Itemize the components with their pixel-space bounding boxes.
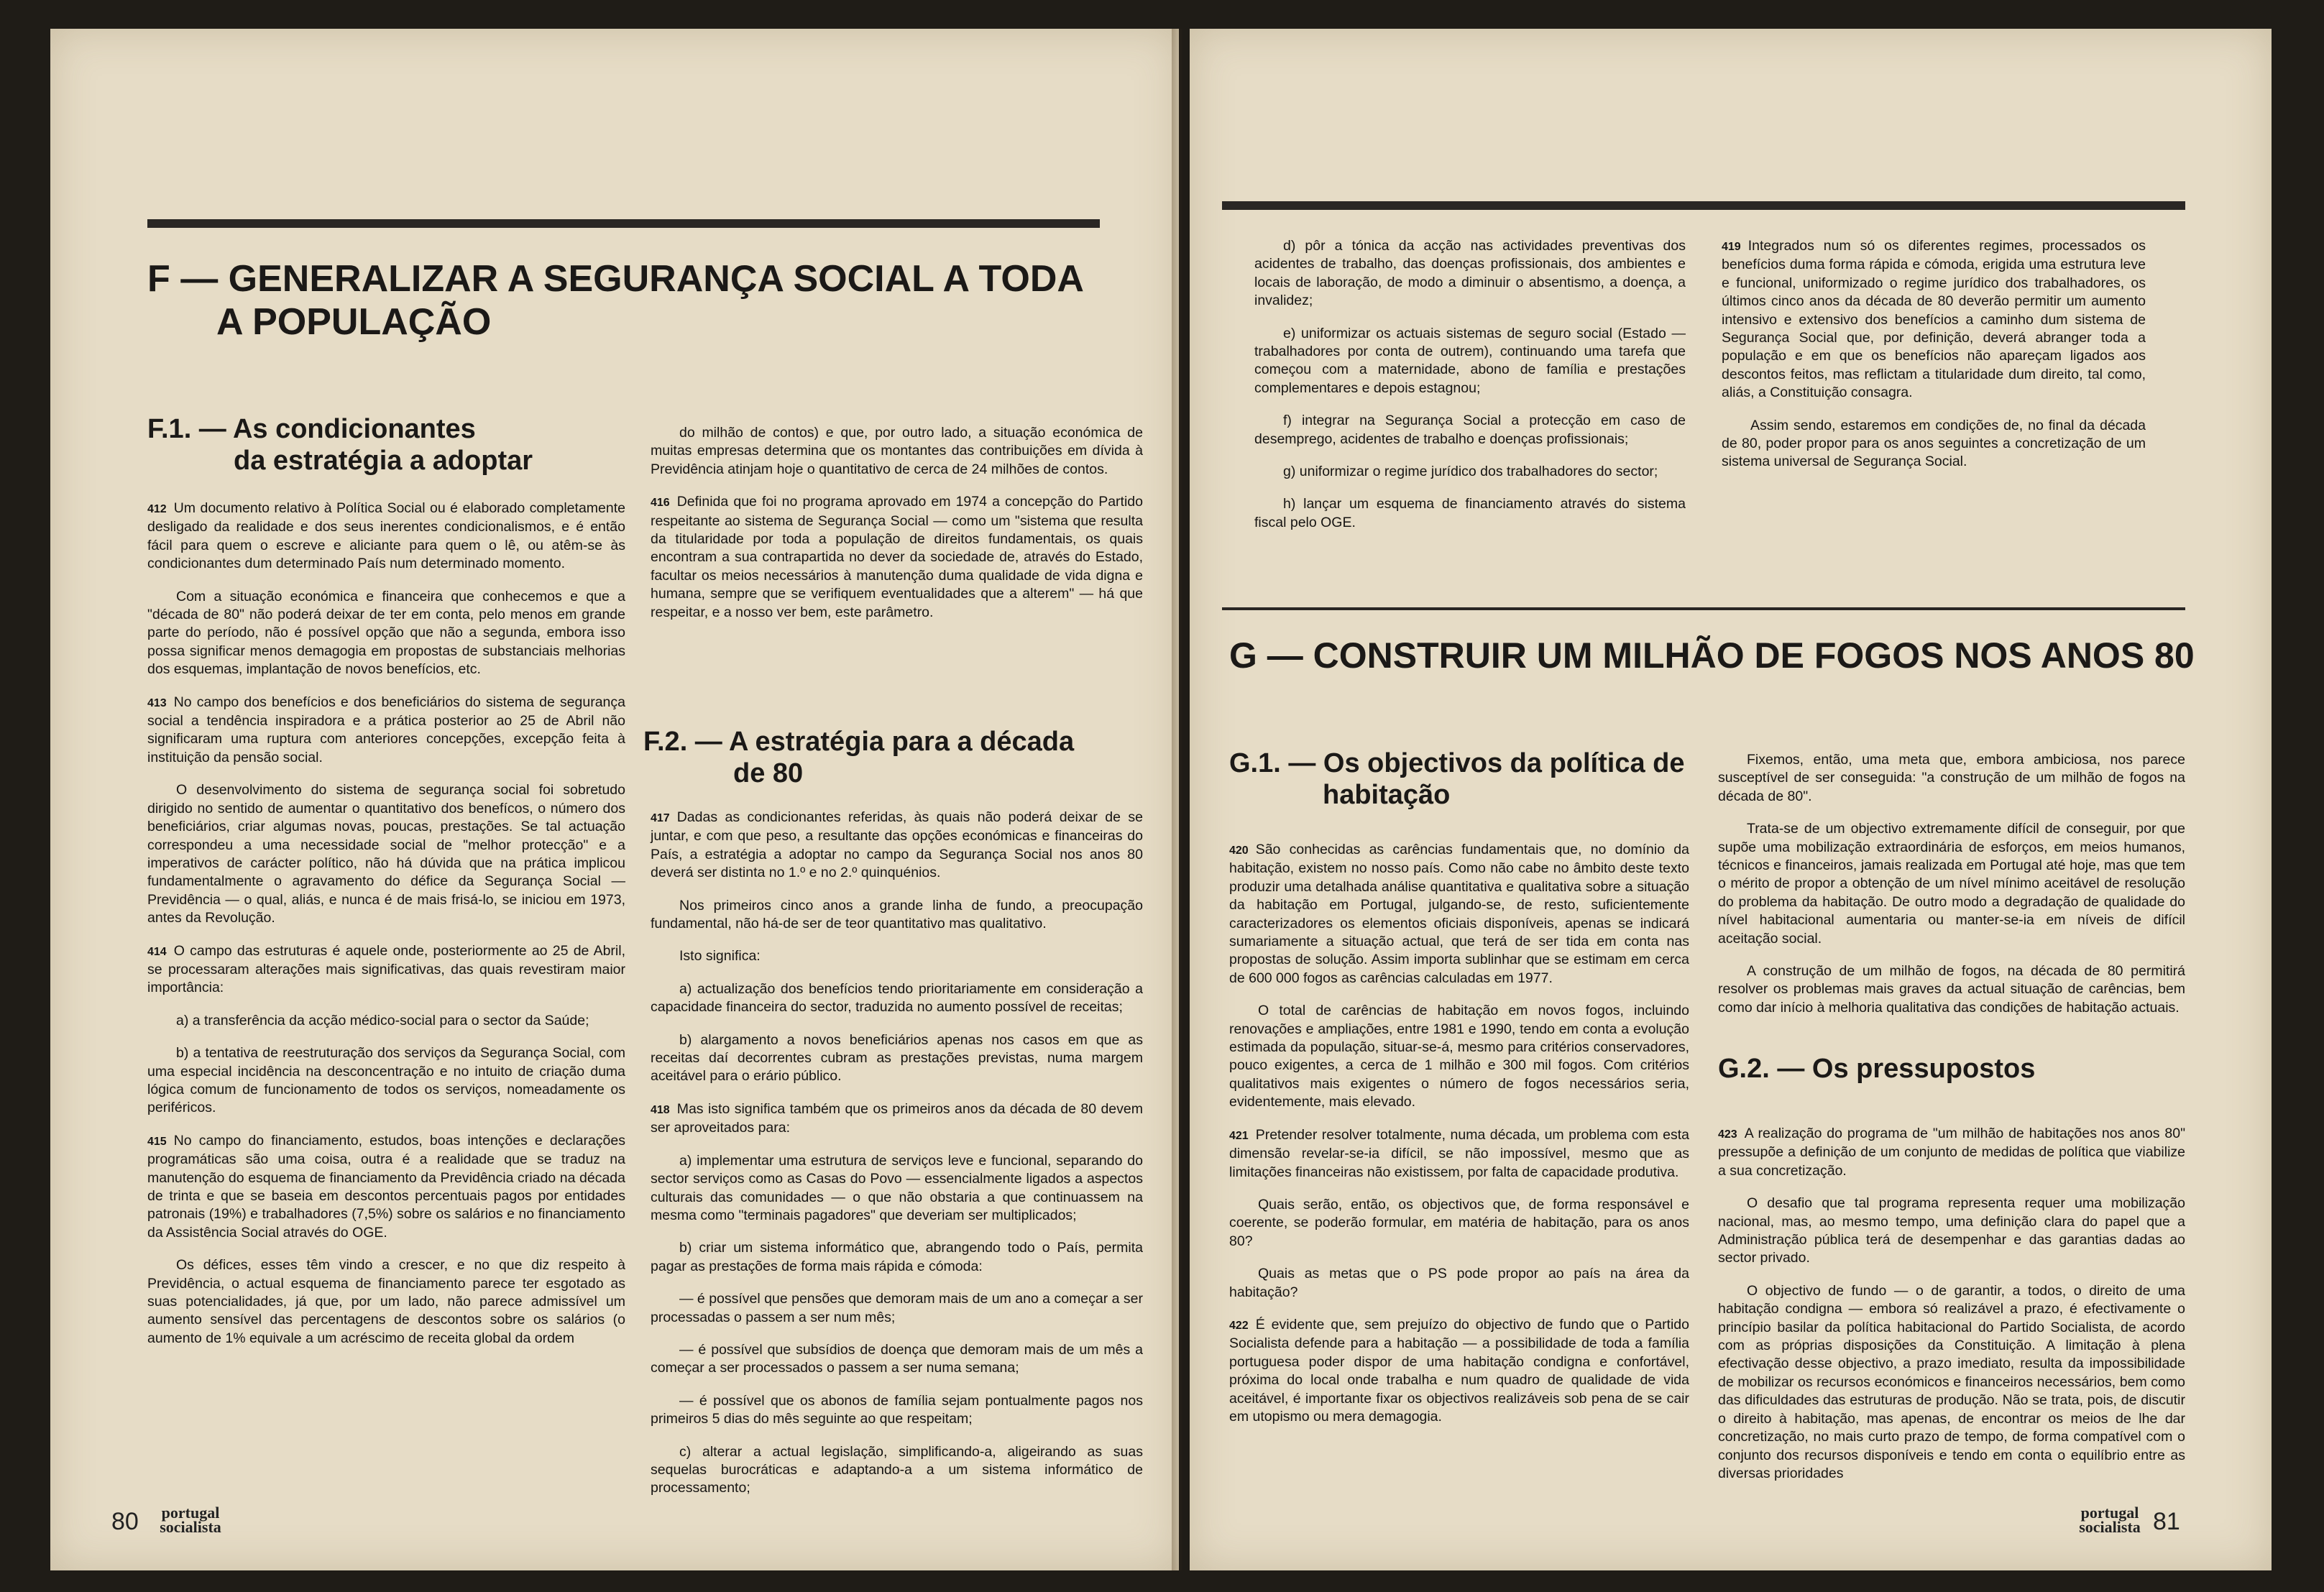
paragraph-text: O campo das estruturas é aquele onde, posteriormente ao 25 de Abril, se processaram alterações mais significativas, das quais revestiram maior importância: [147,942,625,996]
paragraph-text: b) criar um sistema informático que, abrangendo todo o País, permita pagar as prestações de forma mais rápida e cómoda: [651,1240,1143,1274]
section-title-g: G — CONSTRUIR UM MILHÃO DE FOGOS NOS ANOS 80 [1229,635,2195,676]
subheading-line: G.1. — Os objectivos da política de [1229,748,1685,778]
paragraph [1229,1126,1689,1182]
paragraph-number: 418 [651,1103,670,1116]
paragraph [651,1152,1143,1225]
paragraph [1254,463,1686,481]
paragraph [651,424,1143,479]
page-number-right: 81 [2153,1508,2180,1535]
paragraph-text: São conhecidas as carências fundamentais que, no domínio da habitação, existem no nosso país. Como não cabe no âmbito deste texto produzir uma detalhada análise quantitativa e qualitativa sobre a situação da habitação em Portugal, julgando-se, de resto, suficientemente caracterizadores os elementos oficiais disponíveis, apenas se indicará sumariamente a situação actual, que terá de ser tida em conta nas propostas de solução. Assim importa sublinhar que se estimam em cerca de 600 000 fogos as carências calculadas em 1977. [1229,842,1689,986]
paragraph-text: e) uniformizar os actuais sistemas de seguro social (Estado — trabalhadores por conta de outrem), continuando uma tarefa que começou com a maternidade, abono de família e prestações complementares e depois estagnou; [1254,325,1686,396]
subheading-line: F.2. — A estratégia para a década [643,727,1075,757]
right-column-c [1229,841,1689,1440]
paragraph-number: 423 [1718,1128,1737,1141]
paragraph-text: — é possível que os abonos de família sejam pontualmente pagos nos primeiros 5 dias do mês seguinte ao que respeitam; [651,1392,1143,1427]
right-column-a [1254,237,1686,546]
paragraph-text: Fixemos, então, uma meta que, embora ambiciosa, nos parece susceptível de ser conseguida: "a construção de um milhão de fogos na década de 80". [1718,752,2185,804]
paragraph-number: 421 [1229,1129,1249,1142]
top-rule [1222,201,2185,210]
paragraph-text: g) uniformizar o regime jurídico dos trabalhadores do sector; [1283,464,1658,480]
paragraph [1229,1265,1689,1302]
paragraph [1254,237,1686,310]
paragraph [1229,1002,1689,1111]
top-rule [147,219,1100,228]
paragraph-number: 414 [147,945,167,958]
subheading-line: de 80 [733,758,804,788]
paragraph-text: d) pôr a tónica da acção nas actividades preventivas dos acidentes de trabalho, das doenças profissionais, dos ambientes e locais de laboração, de modo a diminuir o absentismo, a doença, a invalidez; [1254,238,1686,309]
paragraph [147,1132,625,1242]
logo-line: socialista [160,1518,221,1536]
section-title-line: F — GENERALIZAR A SEGURANÇA SOCIAL A TODA [147,258,1084,300]
subheading-line: habitação [1323,780,1451,810]
paragraph [651,980,1143,1017]
paragraph [1229,1316,1689,1426]
logo-line: socialista [2079,1518,2141,1536]
paragraph-text: Trata-se de um objectivo extremamente difícil de conseguir, por que supõe uma mobilização extraordinária de esforços, em meios humanos, técnicos e financeiros, jamais realizada em Portugal até hoje, mas que tem o mérito de propor a obtenção de um nível mínimo aceitável de resolução do problema da habitação. De outro modo a degradação de qualidade do nível habitacional aumentaria ou manter-se-ia em níveis de difícil aceitação social. [1718,821,2185,947]
right-column-b [1722,237,2146,486]
paragraph [651,1239,1143,1276]
right-column-d-bottom [1718,1125,2185,1497]
paragraph-number: 422 [1229,1319,1249,1332]
paragraph [147,1012,625,1030]
paragraph-text: b) alargamento a novos beneficiários apenas nos casos em que as receitas daí decorrentes cubram as prestações previstas, numa margem aceitável para o erário público. [651,1031,1143,1085]
paragraph [1718,1195,2185,1268]
paragraph [1718,962,2185,1017]
paragraph-text: No campo dos benefícios e dos beneficiários do sistema de segurança social a tendência inspiradora e a prática posterior ao 25 de Abril não significaram uma ruptura com anteriores concepções, excepção feita à instituição da pensão social. [147,694,625,765]
paragraph-number: 416 [651,497,670,510]
paragraph-text: Quais as metas que o PS pode propor ao país na área da habitação? [1229,1266,1689,1300]
paragraph [147,942,625,998]
paragraph [1254,325,1686,398]
paragraph-text: Pretender resolver totalmente, numa década, um problema com esta dimensão revelar-se-ia difícil, se não impossível, mesmo que as limitações financeiras não existissem, por falta de capacidade produtiva. [1229,1126,1689,1180]
paragraph [147,694,625,768]
paragraph-number: 417 [651,812,670,824]
section-divider [1222,607,2185,610]
page-number-left: 80 [111,1508,139,1535]
paragraph [1718,820,2185,948]
subheading-g1 [1229,747,1685,811]
paragraph [147,500,625,574]
paragraph [651,1031,1143,1086]
paragraph-number: 419 [1722,241,1741,253]
paragraph-text: Os défices, esses têm vindo a crescer, e no que diz respeito à Previdência, o actual esquema de financiamento parece ter esgotado as suas potencialidades, já que, por um lado, não parece admissível um aumento sensível das percentagens de descontos sobre os salários (o aumento de 1% equivale a um acréscimo de receita global da ordem [147,1257,625,1346]
paragraph-text: A construção de um milhão de fogos, na década de 80 permitirá resolver os problemas mais graves da actual situação de carências, bem como dar início à melhoria qualitativa das condições de habitação actuais. [1718,963,2185,1016]
right-page [1190,29,2272,1570]
paragraph-text: h) lançar um esquema de financiamento através do sistema fiscal pelo OGE. [1254,496,1686,530]
paragraph-text: a) actualização dos benefícios tendo prioritariamente em consideração a capacidade financeira do sector, traduzida no aumento possível de receitas; [651,980,1143,1016]
paragraph-text: O desenvolvimento do sistema de segurança social foi sobretudo dirigido no sentido de aumentar o quantitativo dos benefícos, o número dos beneficiários, criar algumas novas, poucas, prestações. Se tal actuação correspondeu a uma necessidade social de "melhor protecção" e a imperativos de carácter político, não há dúvida que na prática implicou fundamentalmente o agravamento do défice da Segurança Social — Previdência — o qual, aliás, e nunca é de mais frisá-lo, se iniciou em 1973, antes da Revolução. [147,782,625,926]
magazine-logo-left [151,1506,230,1535]
paragraph [651,809,1143,883]
paragraph [147,1044,625,1118]
paragraph-text: Assim sendo, estaremos em condições de, no final da década de 80, poder propor para os anos seguintes a concretização de um sistema universal de Segurança Social. [1722,417,2146,470]
paragraph-text: Um documento relativo à Política Social ou é elaborado completamente desligado da realidade e dos seus inerentes condicionalismos, e é então fácil para quem o escreve e aliciante para quem o lê, ou atêm-se às condicionantes dum determinado País num determinado momento. [147,500,625,572]
left-column-2-bottom [651,809,1143,1512]
paragraph-text: É evidente que, sem prejuízo do objectivo de fundo que o Partido Socialista defende para a habitação — a possibilidade de toda a família portuguesa poder dispor de uma habitação condigna e confortável, próxima do local onde trabalha e num quadro de qualidade de vida aceitável, é importante fixar os objectivos realizáveis sob pena de se cair em utopismo ou mera demagogia. [1229,1316,1689,1425]
logo-line: portugal [2080,1504,2139,1522]
paragraph [651,1100,1143,1138]
paragraph-text: Quais serão, então, os objectivos que, de forma responsável e coerente, se poderão formular, em matéria de habitação, para os anos 80? [1229,1196,1689,1249]
paragraph-text: Dadas as condicionantes referidas, às quais não poderá deixar de se juntar, e com que peso, a resultante das opções económicas e financeiras do País, a estratégia a adoptar no campo da Segurança Social nos anos 80 deverá ser distinta no 1.º e no 2.º quinquénios. [651,809,1143,881]
subheading-line: da estratégia a adoptar [234,446,533,476]
paragraph [1229,1196,1689,1251]
paragraph [1718,751,2185,806]
left-column-1 [147,500,625,1362]
paragraph [651,493,1143,622]
paragraph [651,897,1143,934]
subheading-f1 [147,413,533,477]
paragraph-text: O total de carências de habitação em novos fogos, incluindo renovações e ampliações, entre 1981 e 1990, tendo em conta a evolução estimada da população, situar-se-á, mesmo para critérios conservadores, pouco exigentes, a cerca de 1 milhão e 300 mil fogos. Com critérios qualitativos mais exigentes o número de fogos necessários seria, evidentemente, mais elevado. [1229,1003,1689,1110]
paragraph-text: No campo do financiamento, estudos, boas intenções e declarações programáticas são uma coisa, outra é a realidade que se traduz na manutenção do esquema de financiamento da Previdência criado na década de trinta e que se baseia em descontos percentuais pagos por entidades patronais (19%) e trabalhadores (7,5%) sobre os salários e no financiamento da Assistência Social através do OGE. [147,1132,625,1241]
section-title-line: A POPULAÇÃO [216,301,492,343]
subheading-line: F.1. — As condicionantes [147,414,476,444]
paragraph-number: 420 [1229,845,1249,857]
paragraph [147,781,625,927]
paragraph-text: a) a transferência da acção médico-social para o sector da Saúde; [176,1012,589,1029]
paragraph-text: O desafio que tal programa representa requer uma mobilização nacional, mas, ao mesmo tempo, uma definição clara do papel que a Administração pública terá de desempenhar e das garantias dadas ao sector privado. [1718,1195,2185,1266]
left-column-2-top [651,424,1143,636]
paragraph [1722,417,2146,471]
paragraph-text: Com a situação económica e financeira que conhecemos e que a "década de 80" não poderá deixar de ter em conta, pelo menos em grande parte do período, não é possível opção que não a segunda, embora isso possa significar menos demagogia em propostas de substanciais melhorias dos esquemas, implantação de novos benefícios, etc. [147,588,625,678]
right-column-d-top [1718,751,2185,1031]
paragraph-text: A realização do programa de "um milhão de habitações nos anos 80" pressupõe a definição de um conjunto de medidas de política que viabilize a sua concretização. [1718,1126,2185,1179]
paragraph [1229,841,1689,988]
paragraph [651,1290,1143,1327]
subheading-g2: G.2. — Os pressupostos [1718,1054,2036,1084]
paragraph-text: c) alterar a actual legislação, simplificando-a, aligeirando as suas sequelas burocráticas e adaptando-a a um sistema informático de processamento; [651,1443,1143,1496]
paragraph [651,1341,1143,1378]
paragraph [147,588,625,679]
paragraph [651,1392,1143,1429]
paragraph-text: — é possível que pensões que demoram mais de um ano a começar a ser processadas o passem a ser num mês; [651,1291,1143,1325]
paragraph [651,947,1143,965]
paragraph [1722,237,2146,402]
paragraph-text: O objectivo de fundo — o de garantir, a todos, o direito de uma habitação condigna — embora só realizável a prazo, é efectivamente o princípio basilar da política habitacional do Partido Socialista, de acordo com as próprias disposições da Constituição. A limitação à plena efectivação desse objectivo, a prazo imediato, resulta da impossibilidade de mobilizar os recursos económicos e financeiros necessários, bem como das dificuldades das estruturas de produção. Não se trata, pois, de discutir o direito à habitação, mas apenas, de encontrar os meios de lhe dar concretização, no mais curto prazo de tempo, de forma compatível com o conjunto dos recursos disponíveis e tendo em conta o equilíbrio entre as diversas prioridades [1718,1282,2185,1481]
paragraph-text: f) integrar na Segurança Social a protecção em caso de desemprego, acidentes de trabalho e doenças profissionais; [1254,413,1686,447]
paragraph [1254,495,1686,532]
paragraph-text: b) a tentativa de reestruturação dos serviços da Segurança Social, com uma especial incidência na desconcentração e no intuito de criação duma lógica comum de funcionamento de todos os serviços, nomeadamente os periféricos. [147,1045,625,1116]
paragraph-number: 413 [147,696,167,709]
paragraph-number: 412 [147,503,167,515]
logo-line: portugal [161,1504,220,1522]
magazine-logo-right [2070,1506,2149,1535]
paragraph [147,1256,625,1348]
paragraph-text: a) implementar uma estrutura de serviços leve e funcional, separando do sector serviços como as Casas do Povo — essencialmente ligados a aspectos culturais das comunidades — o que não obstaria a que continuassem na mesma como "terminais pagadores" que deveriam ser multiplicados; [651,1152,1143,1223]
paragraph [1718,1125,2185,1180]
subheading-f2 [643,726,1074,789]
paragraph-text: Definida que foi no programa aprovado em 1974 a concepção do Partido respeitante ao sistema de Segurança Social — como um "sistema que resulta da titularidade por toda a população de direitos fundamentais, os quais encontram a sua contrapartida no dever da sociedade de, através do Estado, facultar os meios necessários à manutenção duma qualidade de vida digna e humana, sempre que se verifiquem eventualidades que a alterem" — há que respeitar, e a nosso ver bem, este parâmetro. [651,494,1143,620]
paragraph-number: 415 [147,1135,167,1148]
paragraph-text: Mas isto significa também que os primeiros anos da década de 80 devem ser aproveitados para: [651,1100,1143,1136]
paragraph-text: do milhão de contos) e que, por outro lado, a situação económica de muitas empresas determina que os montantes das contribuições em dívida à Previdência atinjam hoje o quantitativo de cerca de 24 milhões de contos. [651,425,1143,477]
paragraph [651,1443,1143,1498]
paragraph-text: Nos primeiros cinco anos a grande linha de fundo, a preocupação fundamental, não há-de ser de teor quantitativo mas qualitativo. [651,897,1143,932]
section-title-f [147,257,1084,344]
paragraph [1254,412,1686,448]
left-page [50,29,1179,1570]
paragraph-text: — é possível que subsídios de doença que demoram mais de um mês a começar a ser processados o passem a ser numa semana; [651,1341,1143,1376]
paragraph-text: Integrados num só os diferentes regimes, processados os benefícios duma forma rápida e cómoda, erigida uma estrutura leve e funcional, uniformizado o regime jurídico dos trabalhadores, os últimos cinco anos da década de 80 deverão permitir um aumento intensivo e extensivo dos benefícios a caminho dum sistema de Segurança Social que, por definição, deverá abranger toda a população e em que os benefícios não apareçam ligados aos descontos feitos, mas reflictam a titularidade dum direito, tal como, aliás, a Constituição consagra. [1722,238,2146,401]
paragraph [1718,1282,2185,1483]
paragraph-text: Isto significa: [679,948,761,965]
